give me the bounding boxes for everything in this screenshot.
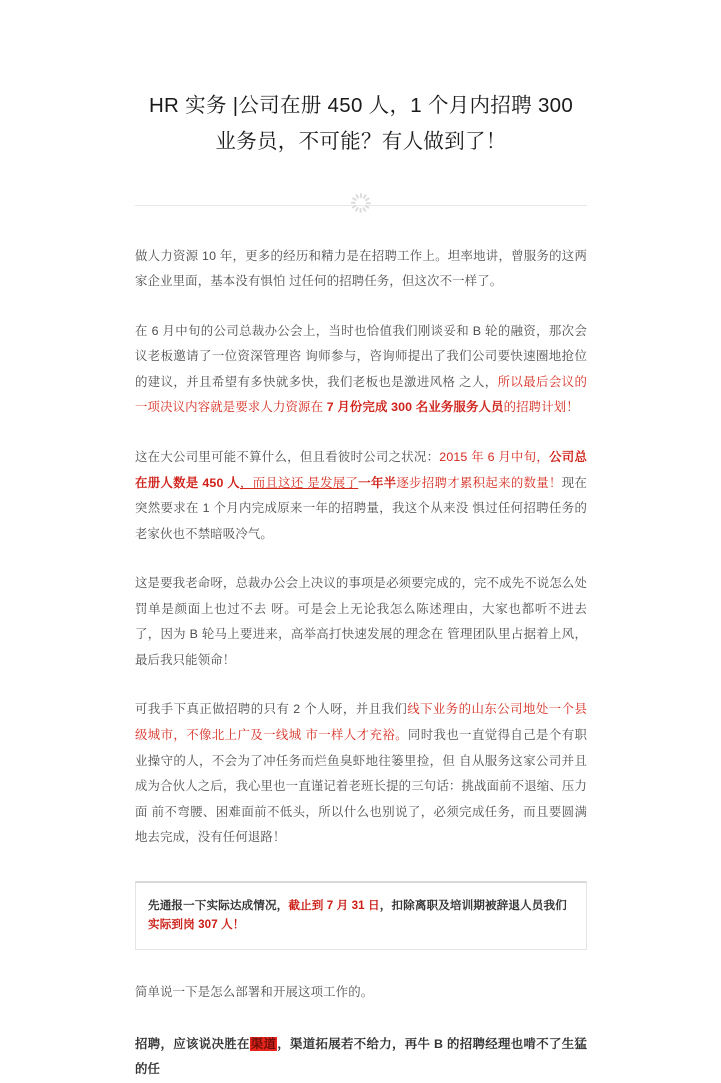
page-title-line-1: HR 实务 |公司在册 450 人，1 个月内招聘 300	[148, 94, 574, 117]
text-run-red-underline: ，而且这还 是发展了	[239, 475, 359, 490]
page-title	[135, 0, 587, 160]
highlight-callout-box	[135, 881, 587, 950]
body-paragraph	[135, 950, 587, 1006]
text-run-bold: 招聘，应该说决胜在	[135, 1036, 250, 1051]
text-run-red-bold: 公司总在册人数是 450 人	[135, 450, 587, 490]
text-run-plain: 这在大公司里可能不算什么，但且看彼时公司之状况：	[135, 450, 440, 465]
text-run-plain: 做人力资源 10 年，更多的经历和精力是在招聘工作上。坦率地讲，曾服务的这两家企业里面，基本没有惧怕 过任何的招聘任务，但这次不一样了。	[135, 248, 587, 289]
text-run-red-bold: 7 月份完成 300 名业务服务人员	[326, 400, 504, 415]
body-paragraph	[135, 214, 587, 295]
text-run-red: 的招聘计划！	[503, 400, 579, 415]
text-run-plain: 这是要我老命呀，总裁办公会上决议的事项是必须要完成的，完不成先不说怎么处罚单是颜面上也过不去 呀。可是会上无论我怎么陈述理由，大家也都听不进去了，因为 B 轮马上要进来，高举高打快速发展的理念在 管理团队里占据着上风，最后我只能领命！	[135, 576, 587, 667]
text-run-red-bold: 截止到 7 月 31 日	[288, 898, 380, 912]
text-run-plain: 简单说一下是怎么部署和开展这项工作的。	[135, 985, 374, 1000]
body-paragraph	[135, 1006, 587, 1083]
text-run-plain: 在 6 月中旬的公司总裁办公会上，当时也恰值我们刚谈妥和 B 轮的融资，那次会议老板邀请了一位资深管理咨 询师参与，咨询师提出了我们公司要快速圈地抢位的建议，并且希望有多快就多快，我们老板也是激进风格 之人，	[135, 323, 587, 389]
text-run-highlight: 渠道	[250, 1036, 277, 1051]
text-run-red-bold: 实际到岗 307 人！	[148, 918, 245, 932]
body-paragraph	[135, 421, 587, 547]
body-paragraph	[135, 295, 587, 421]
text-run-red: 所以最后会议的一项决议内容就是要求人力资源在	[135, 374, 587, 415]
body-paragraph	[135, 673, 587, 850]
page-title-line-2: 业务员，不可能？有人做到了！	[215, 129, 507, 153]
text-run-bold: 先通报一下实际达成情况，	[148, 898, 289, 912]
text-run-bold: ，扣除离职及培训期被辞退人员我们	[379, 898, 567, 912]
text-run-red-bold: 一年半	[358, 475, 397, 490]
text-run-bold: ，渠道拓展若不给力，再牛 B 的招聘经理也啃不了生猛的任	[135, 1036, 587, 1077]
body-paragraph	[135, 547, 587, 673]
document-content	[135, 0, 587, 1083]
text-run-red: 线下业务的山东公司地处一个县级城市，不像北上广及一线城 市一样人才充裕。	[135, 702, 587, 742]
section-divider	[135, 188, 587, 214]
text-run-red: 2015 年 6 月中旬，	[439, 450, 550, 465]
text-run-plain: 同时我也一直觉得自己是个有职业操守的人，不会为了冲任务而烂鱼臭虾地往篓里捡，但 自从服务这家公司并且成为合伙人之后，我心里也一直谨记着老班长提的三句话：挑战面前不退缩、压力面 前不弯腰、困难面前不低头，所以什么也别说了，必须完成任务，而且要圆满地去完成，没有任何退路！	[135, 727, 587, 845]
text-run-plain: 现在突然要求在 1 个月内完成原来一年的招聘量，我这个从来没 惧过任何招聘任务的老家伙也不禁暗吸冷气。	[135, 475, 587, 541]
body-paragraph-list	[135, 214, 587, 851]
text-run-red: 逐步招聘才累积起来的数量！	[396, 475, 562, 490]
callout-text	[148, 896, 574, 935]
text-run-plain: 可我手下真正做招聘的只有 2 个人呀，并且我们	[135, 702, 408, 717]
loading-spinner-icon	[350, 192, 372, 214]
